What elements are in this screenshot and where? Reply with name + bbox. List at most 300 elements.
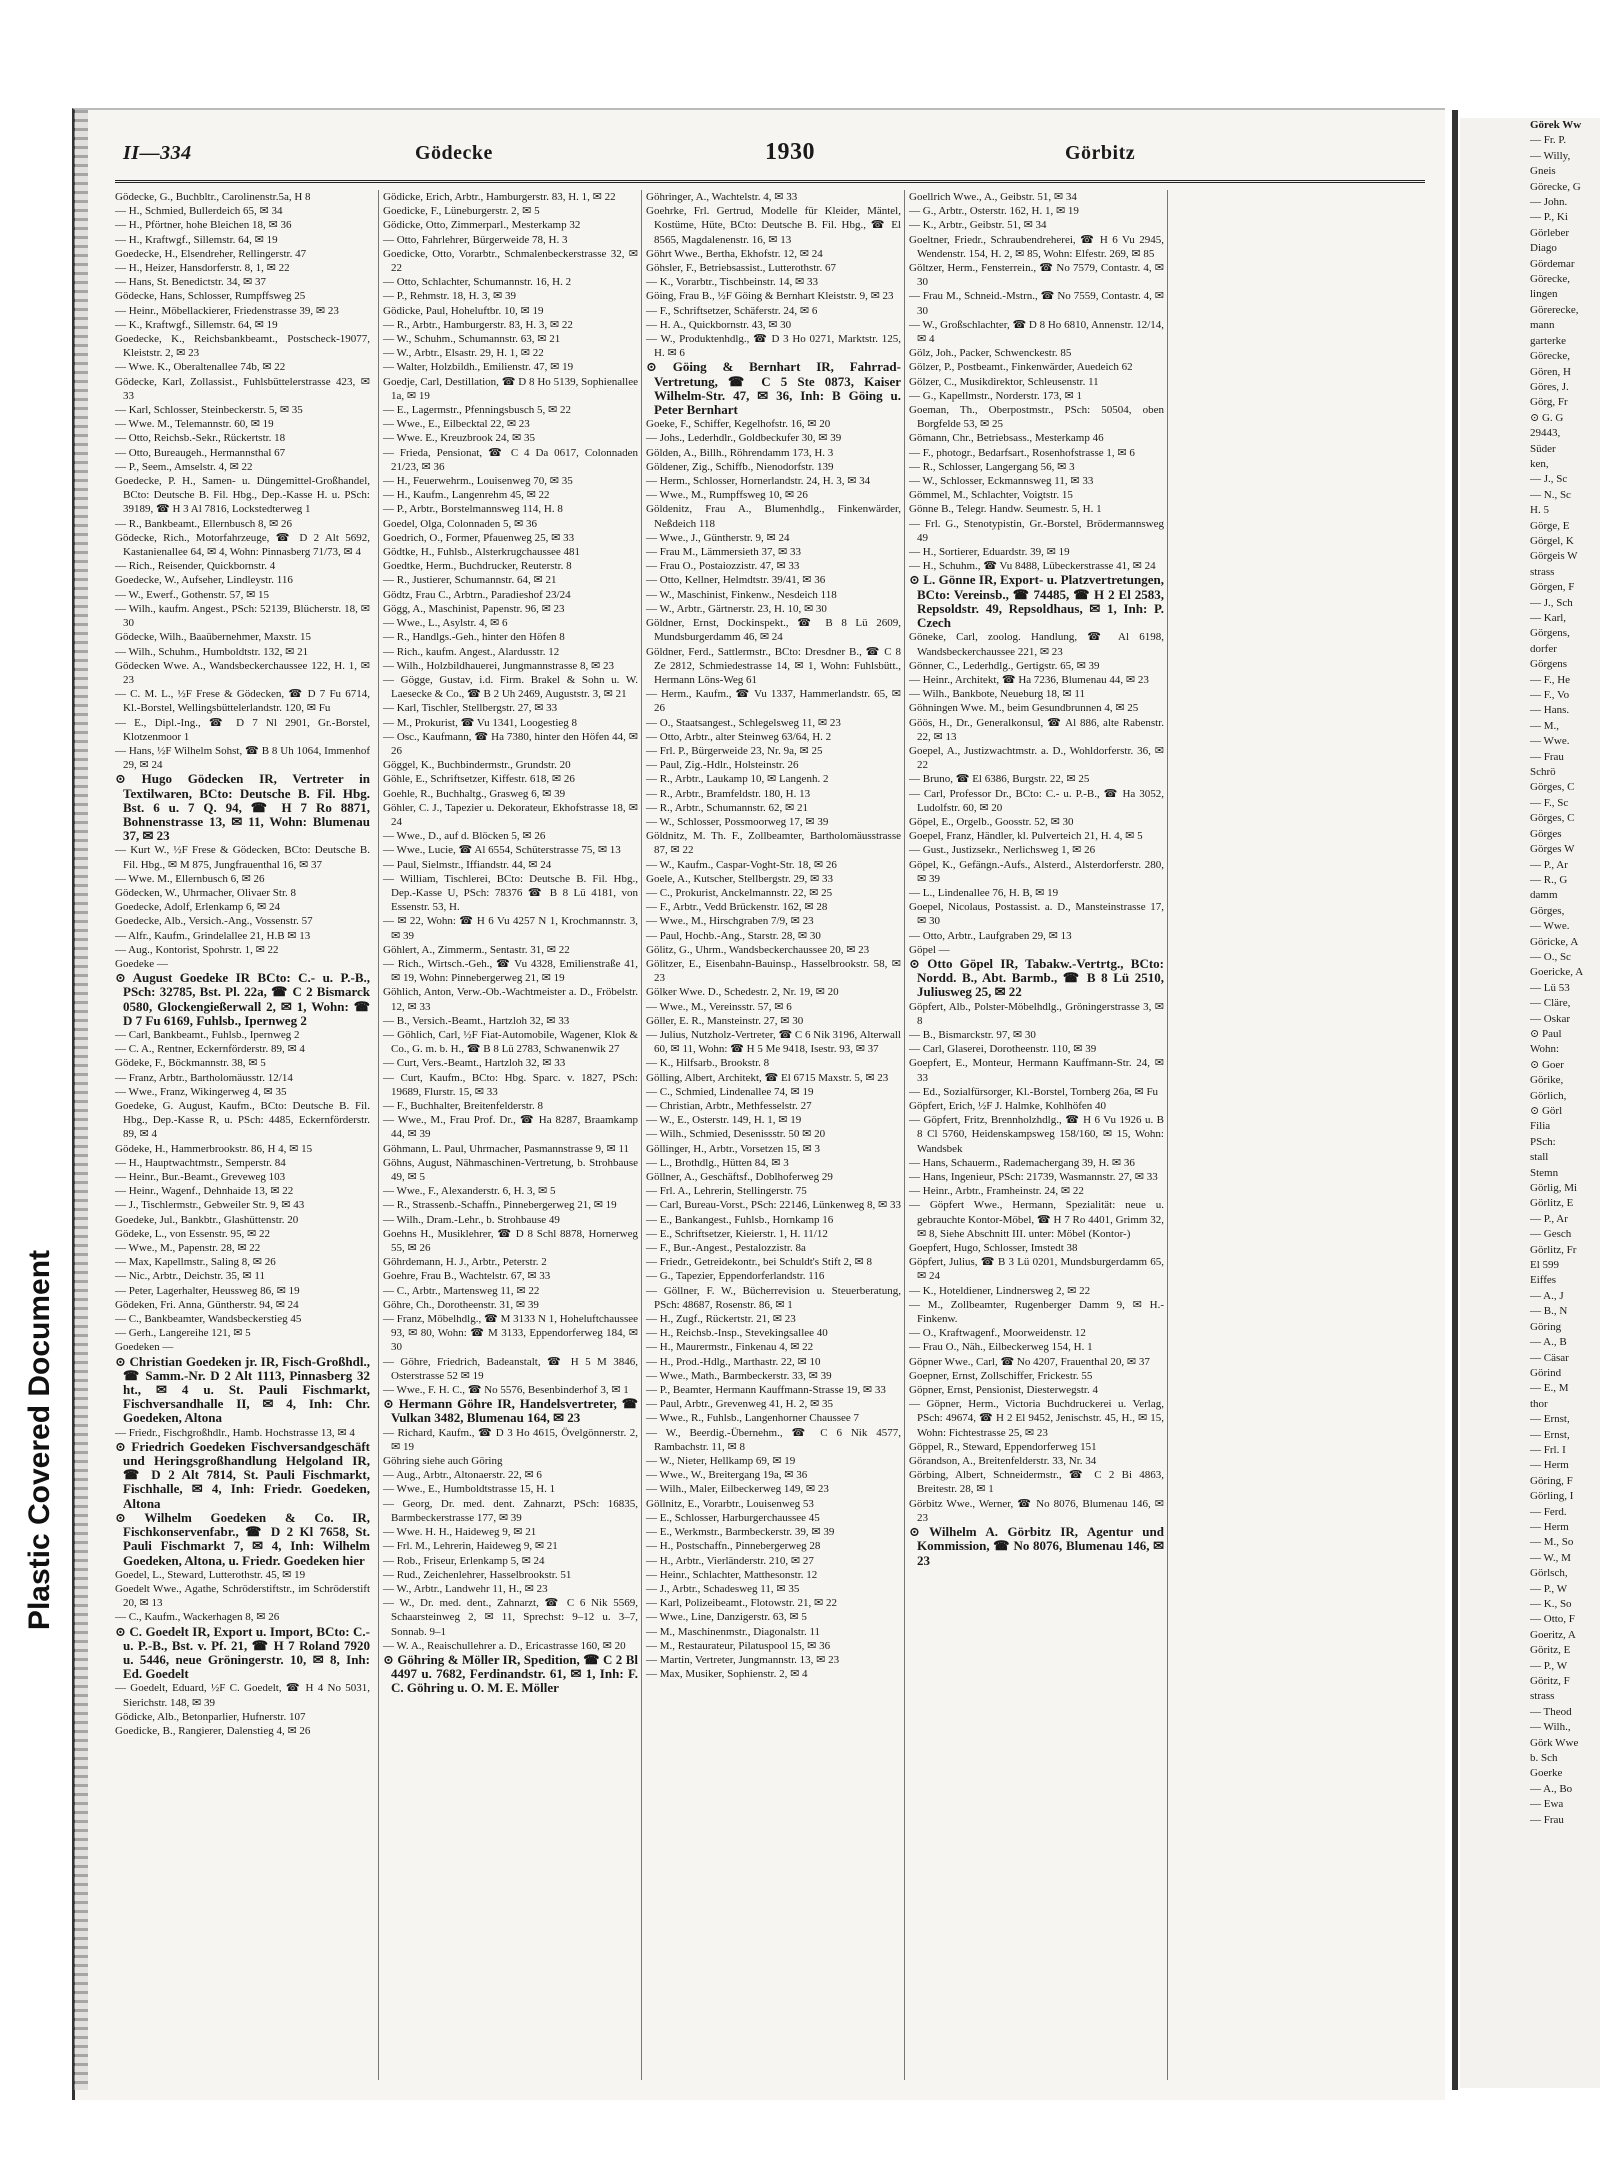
- directory-entry: — Georg, Dr. med. dent. Zahnarzt, PSch: 16835, Barmbeckerstrasse 177, ✉ 39: [383, 1497, 638, 1524]
- directory-entry: — G., Arbtr., Osterstr. 162, H. 1, ✉ 19: [909, 205, 1079, 218]
- directory-entry: Goepel, Franz, Händler, kl. Pulverteich 21, H. 4, ✉ 5: [909, 830, 1143, 843]
- next-page-line: — P., Ar: [1530, 858, 1568, 871]
- next-page-line: Görecke,: [1530, 273, 1571, 286]
- directory-entry: Gödicke, Alb., Betonparlier, Hufnerstr. 107: [115, 1710, 306, 1723]
- directory-entry: — L., Brothdlg., Hütten 84, ✉ 3: [646, 1156, 789, 1169]
- next-page-line: — P., Ki: [1530, 211, 1568, 224]
- directory-entry: — H., Hauptwachtmstr., Semperstr. 84: [115, 1156, 286, 1169]
- directory-entry: — Christian, Arbtr., Methfesselstr. 27: [646, 1100, 812, 1112]
- next-page-line: — W., M: [1530, 1551, 1571, 1564]
- directory-entry: — Rud., Zeichenlehrer, Hasselbrookstr. 51: [383, 1568, 572, 1581]
- next-page-line: ken,: [1530, 457, 1549, 470]
- directory-entry: Göhns, August, Nähmaschinen-Vertretung, b. Strohbause 49, ✉ 5: [383, 1156, 638, 1184]
- next-page-line: thor: [1530, 1397, 1548, 1410]
- next-page-line: — Cäsar: [1530, 1351, 1569, 1364]
- directory-entry: — B., Bismarckstr. 97, ✉ 30: [909, 1028, 1036, 1041]
- next-page-line: — Herm: [1530, 1520, 1569, 1533]
- directory-entry: — K., Vorarbtr., Tischbeinstr. 14, ✉ 33: [646, 276, 818, 289]
- directory-entry: Goedeke —: [115, 957, 168, 970]
- directory-entry: — Frau O., Postaiozzistr. 47, ✉ 33: [646, 560, 800, 573]
- next-page-line: — Theod: [1530, 1705, 1572, 1718]
- directory-entry: — Rich., Wirtsch.-Geh., ☎ Vu 4328, Emilienstraße 41, ✉ 19, Wohn: Pinnebergerweg 21, ✉ 19: [383, 957, 638, 985]
- next-page-line: — Willy,: [1530, 149, 1571, 162]
- directory-entry: ⊙ Göing & Bernhart IR, Fahrrad-Vertretung, ☎ C 5 Ste 0873, Kaiser Wilhelm-Str. 47, ✉ 36, Inh: B Göing u. Peter Bernhart: [646, 359, 901, 418]
- directory-entry: — Wwe., J., Güntherstr. 9, ✉ 24: [646, 531, 790, 544]
- directory-entry: Gölitz, G., Uhrm., Wandsbeckerchaussee 20, ✉ 23: [646, 943, 870, 956]
- directory-entry: — Franz, Arbtr., Bartholomäusstr. 12/14: [115, 1071, 293, 1084]
- directory-entry: — Paul, Zig.-Hdlr., Holsteinstr. 26: [646, 759, 799, 772]
- next-page-line: Diago: [1530, 242, 1557, 255]
- page-number: II—334: [123, 142, 192, 164]
- header-year: 1930: [765, 139, 815, 165]
- directory-entry: — Wwe. E., Kreuzbrook 24, ✉ 35: [383, 432, 535, 445]
- next-page-line: — Gesch: [1530, 1228, 1572, 1241]
- next-page-line: Görges, C: [1530, 781, 1575, 794]
- directory-entry: Gödicke, Otto, Zimmerparl., Mesterkamp 32: [383, 219, 581, 232]
- directory-entry: — W., E., Osterstr. 149, H. 1, ✉ 19: [646, 1114, 802, 1127]
- directory-entry: — W., Arbtr., Gärtnerstr. 23, H. 10, ✉ 30: [646, 602, 827, 615]
- directory-entry: Goedecke, P. H., Samen- u. Düngemittel-Großhandel, BCto: Deutsche B. Fil. Hbg., Dep.-Kasse H. u. PSch: 39189, ☎ H 3 Al 7816, Lockstedterweg 1: [115, 475, 370, 516]
- directory-entry: Goele, A., Kutscher, Stellbergstr. 29, ✉ 33: [646, 872, 833, 885]
- directory-entry: — Max, Musiker, Sophienstr. 2, ✉ 4: [646, 1668, 808, 1681]
- directory-entry: — Wwe., Math., Barmbeckerstr. 33, ✉ 39: [646, 1369, 832, 1382]
- directory-entry: — R., Arbtr., Bramfeldstr. 180, H. 13: [646, 787, 811, 800]
- directory-entry: — Wwe., M., Vereinsstr. 57, ✉ 6: [646, 1000, 792, 1013]
- directory-entry: — W., Großschlachter, ☎ D 8 Ho 6810, Annenstr. 12/14, ✉ 4: [909, 318, 1164, 346]
- next-page-line: Stemn: [1530, 1166, 1559, 1179]
- directory-entry: Göpel, K., Gefängn.-Aufs., Alsterd., Alsterdorferstr. 280, ✉ 39: [909, 858, 1164, 885]
- directory-entry: Gödecke, Rich., Motorfahrzeuge, ☎ D 2 Alt 5692, Kastanienallee 64, ✉ 4, Wohn: Pinnasberg 71/73, ✉ 4: [115, 531, 370, 559]
- directory-entry: — Otto, Bureaugeh., Hermannsthal 67: [115, 446, 286, 459]
- directory-entry: — Ed., Sozialfürsorger, Kl.-Borstel, Tornberg 26a, ✉ Fu: [909, 1085, 1159, 1098]
- directory-entry: Gödecke, G., Buchbltr., Carolinenstr.5a, H 8: [115, 191, 311, 203]
- directory-entry: — Friedr., Fischgroßhdlr., Hamb. Hochstrasse 13, ✉ 4: [115, 1426, 355, 1439]
- directory-entry: Gönne B., Telegr. Handw. Seumestr. 5, H. 1: [909, 503, 1102, 516]
- directory-entry: Gödicke, Erich, Arbtr., Hamburgerstr. 83, H. 1, ✉ 22: [383, 191, 616, 203]
- next-page-line: dorfer: [1530, 642, 1557, 655]
- next-page-line: Göring: [1530, 1320, 1562, 1333]
- directory-entry: Göhler, C. J., Tapezier u. Dekorateur, Ekhofstrasse 18, ✉ 24: [383, 801, 638, 828]
- directory-entry: — William, Tischlerei, BCto: Deutsche B. Fil. Hbg., Dep.-Kasse U, PSch: 78376 ☎ B 8 Lü 4181, von Essenstr. 53, H.: [383, 872, 638, 914]
- next-page-fragment: [1460, 118, 1600, 2088]
- next-page-line: — Herm: [1530, 1459, 1569, 1472]
- next-page-line: — Wwe.: [1530, 920, 1570, 933]
- directory-entry: — Wilh., Dram.-Lehr., b. Strohbause 49: [383, 1213, 560, 1226]
- directory-entry: — C. M. L., ½F Frese & Gödecken, ☎ D 7 Fu 6714, Kl.-Borstel, Wellingsbüttelerlandstr. 120, ✉ Fu: [115, 688, 370, 715]
- directory-entry: — Kurt W., ½F Frese & Gödecken, BCto: Deutsche B. Fil. Hbg., ✉ M 875, Jungfrauenthal 16, ✉ 37: [115, 844, 370, 871]
- directory-entry: Goedrich, O., Former, Pfauenweg 25, ✉ 33: [383, 531, 575, 544]
- directory-entry: — R., Justierer, Schumannstr. 64, ✉ 21: [383, 574, 557, 587]
- directory-entry: — H., Zugf., Rückertstr. 21, ✉ 23: [646, 1313, 796, 1326]
- directory-entry: Göhrt Wwe., Bertha, Ekhofstr. 12, ✉ 24: [646, 247, 823, 260]
- directory-entry: ⊙ Wilhelm Goedeken & Co. IR, Fischkonservenfabr., ☎ D 2 Kl 7658, St. Pauli Fischmarkt 7, ✉ 4, Inh: Wilhelm Goedeken, Altona, u. Friedr. Goedeken hier: [115, 1509, 370, 1568]
- directory-entry: — M., Prokurist, ☎ Vu 1341, Loogestieg 8: [383, 716, 578, 729]
- directory-entry: Goedecke, Alb., Versich.-Ang., Vossenstr. 57: [115, 915, 313, 928]
- directory-entry: — H., Postschaffn., Pinnebergerweg 28: [646, 1540, 821, 1553]
- directory-entry: — Bruno, ☎ El 6386, Burgstr. 22, ✉ 25: [909, 773, 1090, 786]
- column-4: [904, 190, 1164, 2080]
- directory-entry: — Heinr., Arbtr., Framheinstr. 24, ✉ 22: [909, 1185, 1084, 1198]
- next-page-line: Görgen, F: [1530, 581, 1575, 594]
- directory-entry: — E., Schlosser, Harburgerchaussee 45: [646, 1511, 820, 1524]
- directory-entry: — W., Produktenhdlg., ☎ D 3 Ho 0271, Marktstr. 125, H. ✉ 6: [646, 333, 901, 360]
- directory-entry: Göhlich, Anton, Verw.-Ob.-Wachtmeister a. D., Fröbelstr. 12, ✉ 33: [383, 986, 638, 1013]
- directory-entry: Göhlert, A., Zimmerm., Sentastr. 31, ✉ 22: [383, 943, 570, 956]
- next-page-line: damm: [1530, 889, 1558, 902]
- header-right-name: Görbitz: [1065, 142, 1136, 164]
- directory-entry: — Wilh., Schmied, Desenissstr. 50 ✉ 20: [646, 1128, 826, 1141]
- directory-entry: — Hans, Schauerm., Rademachergang 39, H. ✉ 36: [909, 1156, 1135, 1169]
- directory-entry: Goeke, F., Schiffer, Kegelhofstr. 16, ✉ 20: [646, 418, 831, 431]
- directory-entry: — Wwe., Lucie, ☎ Al 6554, Schüterstrasse 75, ✉ 13: [383, 844, 621, 857]
- next-page-line: Süder: [1530, 442, 1556, 455]
- next-page-line: — Ewa: [1530, 1798, 1564, 1811]
- directory-entry: — Richard, Kaufm., ☎ D 3 Ho 4615, Övelgönnerstr. 2, ✉ 19: [383, 1426, 638, 1453]
- directory-entry: ⊙ Hugo Gödecken IR, Vertreter in Textilwaren, BCto: Deutsche B. Fil. Hbg. Bst. 6 u. 7 Q. 94, ☎ H 7 Ro 8871, Bohnenstrasse 13, ✉ 11, Wohn: Blumenau 37, ✉ 23: [115, 771, 370, 844]
- next-page-line: Görecke,: [1530, 350, 1571, 363]
- next-page-line: Görges, C: [1530, 812, 1575, 825]
- directory-entry: Gönner, C., Lederhdlg., Gertigstr. 65, ✉ 39: [909, 659, 1100, 672]
- directory-entry: — Gögge, Gustav, i.d. Firm. Brakel & Sohn u. W. Laesecke & Co., ☎ B 2 Uh 2469, Auguststr. 3, ✉ 21: [383, 673, 638, 701]
- next-page-line: Goeritz, A: [1530, 1628, 1576, 1641]
- directory-entry: Goedje, Carl, Destillation, ☎ D 8 Ho 5139, Sophienallee 1a, ✉ 19: [383, 375, 638, 402]
- directory-entry: — K., Arbtr., Geibstr. 51, ✉ 34: [909, 219, 1047, 232]
- directory-entry: — Hans, ½F Wilhelm Sohst, ☎ B 8 Uh 1064, Immenhof 29, ✉ 24: [115, 744, 370, 772]
- directory-entry: — K., Kraftwgf., Sillemstr. 64, ✉ 19: [115, 318, 278, 331]
- directory-entry: Gödecke, Karl, Zollassist., Fuhlsbüttelerstrasse 423, ✉ 33: [115, 375, 370, 402]
- next-page-line: Görling, I: [1530, 1490, 1574, 1503]
- directory-entry: — L., Lindenallee 76, H. B, ✉ 19: [909, 886, 1059, 899]
- directory-entry: — E., Schriftsetzer, Kieierstr. 1, H. 11/12: [646, 1227, 828, 1240]
- directory-entry: — R., Arbtr., Schumannstr. 62, ✉ 21: [646, 801, 808, 814]
- directory-entry: — H., Sortierer, Eduardstr. 39, ✉ 19: [909, 546, 1070, 559]
- directory-entry: Göhle, E., Schriftsetzer, Kiffestr. 618, ✉ 26: [383, 773, 575, 786]
- directory-entry: Goehle, R., Buchhaltg., Grasweg 6, ✉ 39: [383, 787, 566, 800]
- next-page-line: — Fr. P.: [1530, 134, 1567, 147]
- directory-entry: Göös, H., Dr., Generalkonsul, ☎ Al 886, alte Rabenstr. 22, ✉ 13: [909, 716, 1164, 743]
- directory-entry: — Carl, Glaserei, Dorotheenstr. 110, ✉ 39: [909, 1043, 1097, 1056]
- directory-entry: Goedicke, Otto, Vorarbtr., Schmalenbeckerstrasse 32, ✉ 22: [383, 247, 638, 275]
- directory-entry: — R., Strassenb.-Schaffn., Pinnebergerweg 21, ✉ 19: [383, 1199, 617, 1212]
- directory-entry: ⊙ Wilhelm A. Görbitz IR, Agentur und Kommission, ☎ No 8076, Blumenau 146, ✉ 23: [909, 1524, 1164, 1568]
- directory-entry: Gödeken, Fri. Anna, Güntherstr. 94, ✉ 24: [115, 1298, 299, 1311]
- directory-page: [72, 108, 1445, 2100]
- directory-entry: Goeman, Th., Oberpostmstr., PSch: 50504, oben Borgfelde 53, ✉ 25: [909, 404, 1164, 431]
- next-page-line: — F., Sc: [1530, 796, 1569, 809]
- directory-entry: Goellrich Wwe., A., Geibstr. 51, ✉ 34: [909, 191, 1077, 203]
- directory-entry: — H., Arbtr., Vierländerstr. 210, ✉ 27: [646, 1554, 814, 1567]
- directory-entry: — Max, Kapellmstr., Saling 8, ✉ 26: [115, 1256, 276, 1269]
- side-label: Plastic Covered Document: [23, 1249, 56, 1631]
- directory-entry: — Carl, Bankbeamt., Fuhlsb., Ipernweg 2: [115, 1028, 300, 1041]
- next-page-line: Görg, Fr: [1530, 396, 1568, 409]
- directory-entry: — Wilh., Maler, Eilbeckerweg 149, ✉ 23: [646, 1483, 829, 1496]
- directory-entry: — C., Schmied, Lindenallee 74, ✉ 19: [646, 1085, 814, 1098]
- directory-entry: — Otto, Fahrlehrer, Bürgerweide 78, H. 3: [383, 233, 568, 246]
- directory-entry: ⊙ Hermann Göhre IR, Handelsvertreter, ☎ Vulkan 3482, Blumenau 164, ✉ 23: [383, 1396, 638, 1426]
- directory-entry: — Karl, Polizeibeamt., Flotowstr. 21, ✉ 22: [646, 1597, 838, 1610]
- next-page-line: — Hans.: [1530, 704, 1570, 717]
- directory-entry: Göllnitz, E., Vorarbtr., Louisenweg 53: [646, 1497, 814, 1510]
- directory-entry: Gölz, Joh., Packer, Schwenckestr. 85: [909, 347, 1072, 360]
- directory-entry: — Hans, St. Benedictstr. 34, ✉ 37: [115, 276, 266, 289]
- next-page-line: strass: [1530, 565, 1555, 578]
- directory-entry: — F., Arbtr., Vedd Brückenstr. 162, ✉ 28: [646, 901, 828, 914]
- directory-entry: Gölitzer, E., Eisenbahn-Bauinsp., Hasselbrookstr. 58, ✉ 23: [646, 957, 901, 985]
- directory-entry: — R., Arbtr., Laukamp 10, ✉ Langenh. 2: [646, 773, 829, 786]
- directory-entry: — Rob., Friseur, Erlenkamp 5, ✉ 24: [383, 1554, 545, 1567]
- directory-entry: Gödtz, Frau C., Arbtrn., Paradieshof 23/24: [383, 588, 571, 601]
- directory-entry: — F., Bur.-Angest., Pestalozzistr. 8a: [646, 1242, 806, 1255]
- next-page-line: — Wwe.: [1530, 735, 1570, 748]
- directory-entry: Gödecke, Hans, Schlosser, Rumpffsweg 25: [115, 290, 306, 303]
- directory-entry: — M., Maschinenmstr., Diagonalstr. 11: [646, 1625, 821, 1638]
- directory-entry: — C., Arbtr., Martensweg 11, ✉ 22: [383, 1284, 540, 1297]
- directory-entry: ⊙ Friedrich Goedeken Fischversandgeschäft und Heringsgroßhandlung Helgoland IR, ☎ D 2 Alt 7814, St. Pauli Fischmarkt, Fischhalle, ✉ 4, Inh: Friedr. Goedeken, Altona: [115, 1438, 370, 1511]
- directory-entry: — M., Zollbeamter, Rugenberger Damm 9, ✉ H.-Finkenw.: [909, 1298, 1164, 1326]
- next-page-line: Goerke: [1530, 1767, 1563, 1780]
- directory-entry: Gödeke, L., von Essenstr. 95, ✉ 22: [115, 1227, 270, 1240]
- next-page-line: — Oskar: [1530, 1012, 1571, 1025]
- directory-entry: Goehre, Frau B., Wachtelstr. 67, ✉ 33: [383, 1270, 551, 1283]
- directory-entry: — O., Kraftwagenf., Moorweidenstr. 12: [909, 1327, 1086, 1340]
- directory-entry: Goedtke, Herm., Buchdrucker, Reuterstr. 8: [383, 560, 572, 573]
- directory-entry: — Frau M., Lämmersieth 37, ✉ 33: [646, 546, 801, 559]
- directory-entry: Goedeke, G. August, Kaufm., BCto: Deutsche B. Fil. Hbg., Dep.-Kasse R, u. PSch: 4485, Eckernförderstr. 89, ✉ 4: [115, 1100, 370, 1141]
- directory-entry: — H., Maurermstr., Finkenau 4, ✉ 22: [646, 1341, 814, 1354]
- next-page-line: Görk Wwe: [1530, 1736, 1579, 1749]
- directory-entry: — H., Heizer, Hansdorferstr. 8, 1, ✉ 22: [115, 262, 290, 275]
- directory-entry: — Herm., Schlosser, Hornerlandstr. 24, H. 3, ✉ 34: [646, 475, 871, 488]
- directory-entry: — K., Hilfsarb., Brookstr. 8: [646, 1057, 770, 1070]
- directory-entry: — R., Handlgs.-Geh., hinter den Höfen 8: [383, 631, 565, 644]
- directory-entry: — Wwe., D., auf d. Blöcken 5, ✉ 26: [383, 830, 546, 843]
- directory-entry: — Wwe. H. H., Haideweg 9, ✉ 21: [383, 1526, 537, 1539]
- next-page-line: Görge, E: [1530, 519, 1570, 532]
- directory-entry: — O., Staatsangest., Schlegelsweg 11, ✉ 23: [646, 716, 841, 729]
- next-page-line: Görind: [1530, 1366, 1562, 1379]
- directory-entry: — J., Tischlermstr., Gebweiler Str. 9, ✉ 43: [115, 1199, 305, 1212]
- directory-entry: — R., Arbtr., Hamburgerstr. 83, H. 3, ✉ 22: [383, 318, 573, 331]
- next-page-line: — M.,: [1530, 719, 1560, 732]
- directory-entry: — W., Arbtr., Landwehr 11, H., ✉ 23: [383, 1582, 548, 1595]
- directory-entry: — Heinr., Architekt, ☎ Ha 7236, Blumenau 44, ✉ 23: [909, 673, 1149, 686]
- directory-entry: Goehrke, Frl. Gertrud, Modelle für Kleider, Mäntel, Kostüme, Hüte, BCto: Deutsche B. Fil. Hbg., ☎ El 8565, Magdalenenstr. 16, ✉ 13: [646, 205, 901, 246]
- next-page-line: Görek Ww: [1530, 119, 1582, 131]
- next-page-line: — J., Sc: [1530, 473, 1568, 486]
- directory-entry: — Heinr., Möbellackierer, Friedenstrasse 39, ✉ 23: [115, 304, 339, 317]
- next-page-line: — Frau: [1530, 750, 1564, 763]
- directory-entry: — E., Dipl.-Ing., ☎ D 7 Nl 2901, Gr.-Borstel, Klotzenmoor 1: [115, 716, 370, 743]
- next-page-line: H. 5: [1530, 504, 1549, 517]
- directory-entry: — G., Kapellmstr., Norderstr. 173, ✉ 1: [909, 389, 1082, 402]
- next-page-line: Görges W: [1530, 843, 1575, 856]
- directory-entry: — H., Kraftwgf., Sillemstr. 64, ✉ 19: [115, 233, 278, 246]
- directory-entry: Goedel, Olga, Colonnaden 5, ✉ 36: [383, 517, 538, 530]
- directory-entry: Gömmel, M., Schlachter, Voigtstr. 15: [909, 489, 1073, 502]
- directory-entry: — F., photogr., Bedarfsart., Rosenhofstrasse 1, ✉ 6: [909, 446, 1135, 459]
- directory-entry: — Wwe., M., Papenstr. 28, ✉ 22: [115, 1242, 261, 1255]
- next-page-line: — Ferd.: [1530, 1505, 1567, 1518]
- directory-entry: Göltzer, Herm., Fensterrein., ☎ No 7579, Contastr. 4, ✉ 30: [909, 262, 1164, 289]
- next-page-line: Göring, F: [1530, 1474, 1573, 1487]
- directory-entry: — E., Werkmstr., Barmbeckerstr. 39, ✉ 39: [646, 1526, 835, 1539]
- directory-entry: — Göhre, Friedrich, Badeanstalt, ☎ H 5 M 3846, Osterstrasse 52 ✉ 19: [383, 1355, 638, 1382]
- directory-entry: — ✉ 22, Wohn: ☎ H 6 Vu 4257 N 1, Krochmannstr. 3, ✉ 39: [383, 915, 638, 942]
- directory-entry: Göhningen Wwe. M., beim Gesundbrunnen 4, ✉ 25: [909, 702, 1139, 715]
- next-page-line: ⊙ Görl: [1530, 1105, 1563, 1117]
- directory-entry: Gölker Wwe. D., Schedestr. 2, Nr. 19, ✉ 20: [646, 986, 839, 999]
- directory-entry: — Otto, Arbtr., alter Steinweg 63/64, H. 2: [646, 730, 832, 743]
- directory-entry: — H., Schmied, Bullerdeich 65, ✉ 34: [115, 205, 283, 218]
- next-page-line: — N., Sc: [1530, 488, 1571, 501]
- directory-entry: — Paul, Arbtr., Grevenweg 41, H. 2, ✉ 35: [646, 1398, 834, 1411]
- directory-entry: — C. A., Rentner, Eckernförderstr. 89, ✉ 4: [115, 1043, 305, 1056]
- directory-entry: Göllner, A., Geschäftsf., Doblhoferweg 29: [646, 1171, 833, 1184]
- directory-entry: Göpner, Ernst, Pensionist, Diesterwegstr. 4: [909, 1384, 1098, 1397]
- directory-entry: Goepfert, E., Monteur, Hermann Kauffmann-Str. 24, ✉ 33: [909, 1057, 1164, 1084]
- next-page-line: Göres, J.: [1530, 380, 1569, 393]
- directory-entry: — Carl, Professor Dr., BCto: C.- u. P.-B., ☎ Ha 3052, Ludolfstr. 60, ✉ 20: [909, 787, 1164, 814]
- directory-entry: Görbitz Wwe., Werner, ☎ No 8076, Blumenau 146, ✉ 23: [909, 1497, 1164, 1524]
- next-page-line: — Frau: [1530, 1813, 1564, 1826]
- directory-entry: — Karl, Schlosser, Steinbeckerstr. 5, ✉ 35: [115, 404, 303, 417]
- directory-entry: — J., Arbtr., Schadesweg 11, ✉ 35: [646, 1582, 800, 1595]
- next-page-line: Görgens,: [1530, 627, 1570, 640]
- directory-entry: — Martin, Vertreter, Jungmannstr. 13, ✉ 23: [646, 1653, 840, 1666]
- directory-entry: — Wwe., W., Breitergang 19a, ✉ 36: [646, 1469, 808, 1482]
- next-page-line: Göricke, A: [1530, 935, 1579, 948]
- directory-entry: Göneke, Carl, zoolog. Handlung, ☎ Al 6198, Wandsbeckerchaussee 221, ✉ 23: [909, 631, 1164, 658]
- next-page-line: ⊙ Paul: [1530, 1027, 1562, 1040]
- directory-entry: Göhmann, L. Paul, Uhrmacher, Pasmannstrasse 9, ✉ 11: [383, 1142, 630, 1155]
- directory-entry: — Göllner, F. W., Bücherrevision u. Steuerberatung, PSch: 48687, Rosenstr. 86, ✉ 1: [646, 1284, 901, 1311]
- directory-entry: — W., Arbtr., Elsastr. 29, H. 1, ✉ 22: [383, 347, 544, 360]
- next-page-line: — R., G: [1530, 873, 1568, 886]
- directory-entry: — Peter, Lagerhalter, Heussweg 86, ✉ 19: [115, 1284, 300, 1297]
- directory-entry: Göggel, K., Buchbindermstr., Grundstr. 20: [383, 759, 571, 772]
- directory-entry: — Wilh., Bankbote, Neueburg 18, ✉ 11: [909, 688, 1085, 701]
- directory-entry: ⊙ L. Gönne IR, Export- u. Platzvertretungen, BCto: Vereinsb., ☎ 74485, ☎ H 2 El 2583, Repsoldstr. 49, Repsoldhaus, ✉ 1, Inh: P. Czech: [909, 572, 1164, 631]
- directory-entry: — H., Prod.-Hdlg., Marthastr. 22, ✉ 10: [646, 1355, 821, 1368]
- directory-entry: Görandson, A., Breitenfelderstr. 33, Nr. 34: [909, 1455, 1097, 1468]
- next-page-line: Goericke, A: [1530, 966, 1584, 979]
- directory-entry: — H., Reichsb.-Insp., Stevekingsallee 40: [646, 1327, 828, 1340]
- directory-entry: — W., Maschinist, Finkenw., Nesdeich 118: [646, 588, 837, 601]
- directory-entry: — Gust., Justizsekr., Nerlichsweg 1, ✉ 26: [909, 844, 1096, 857]
- directory-entry: Gödeke, H., Hammerbrookstr. 86, H 4, ✉ 15: [115, 1142, 313, 1155]
- next-page-line: Eiffes: [1530, 1274, 1557, 1287]
- directory-entry: — B., Versich.-Beamt., Hartzloh 32, ✉ 33: [383, 1014, 570, 1027]
- next-page-line: — Frl. I: [1530, 1443, 1566, 1456]
- directory-entry: Göldnitz, M. Th. F., Zollbeamter, Bartholomäusstrasse 87, ✉ 22: [646, 830, 901, 857]
- next-page-line: Görges,: [1530, 904, 1565, 917]
- next-page-line: — John.: [1530, 196, 1568, 209]
- directory-entry: Göhsler, F., Betriebsassist., Lutterothstr. 67: [646, 262, 836, 275]
- columns: [115, 190, 1425, 2080]
- directory-entry: Gölzer, C., Musikdirektor, Schleusenstr. 11: [909, 375, 1099, 388]
- directory-entry: Goedeken —: [115, 1341, 174, 1354]
- directory-entry: Göhre, Ch., Dorotheenstr. 31, ✉ 39: [383, 1298, 539, 1311]
- directory-entry: Goepel, A., Justizwachtmstr. a. D., Wohldorferstr. 36, ✉ 22: [909, 744, 1164, 772]
- directory-entry: Göldener, Zig., Schiffb., Nienodorfstr. 139: [646, 460, 834, 473]
- directory-entry: — Rich., Reisender, Quickbornstr. 4: [115, 560, 276, 573]
- directory-entry: — Heinr., Wagenf., Dehnhaide 13, ✉ 22: [115, 1185, 294, 1198]
- next-page-line: Görgens: [1530, 658, 1568, 671]
- directory-entry: Gölzer, P., Postbeamt., Finkenwärder, Auedeich 62: [909, 361, 1133, 374]
- directory-entry: — Göhlich, Carl, ½F Fiat-Automobile, Wagener, Klok & Co., G. m. b. H., ☎ B 8 Lü 2783, Schwanenwik 27: [383, 1028, 638, 1056]
- directory-entry: — Wwe., E., Eilbecktal 22, ✉ 23: [383, 418, 530, 431]
- binding-edge: [74, 110, 88, 2090]
- directory-entry: — W., Kaufm., Caspar-Voght-Str. 18, ✉ 26: [646, 858, 837, 871]
- directory-entry: — Wilh., Holzbildhauerei, Jungmannstrasse 8, ✉ 23: [383, 659, 614, 672]
- directory-entry: Gödecken, W., Uhrmacher, Olivaer Str. 8: [115, 886, 297, 899]
- next-page-line: Filia: [1530, 1120, 1551, 1133]
- page-gutter: [1452, 110, 1458, 2090]
- directory-entry: — Göpner, Herm., Victoria Buchdruckerei u. Verlag, PSch: 49674, ☎ H 2 El 9452, Jenischstr. 45, H., ✉ 15, Wohn: Fichtestrasse 25, ✉ 23: [909, 1398, 1164, 1439]
- directory-entry: — W., Schlosser, Eckmannsweg 11, ✉ 33: [909, 475, 1094, 488]
- next-page-line: — P., Ar: [1530, 1212, 1568, 1225]
- directory-entry: — Otto, Schlachter, Schumannstr. 16, H. 2: [383, 276, 572, 289]
- directory-entry: — W., Schuhm., Schumannstr. 63, ✉ 21: [383, 333, 561, 346]
- directory-entry: Goedicke, F., Lüneburgerstr. 2, ✉ 5: [383, 205, 540, 218]
- directory-entry: Gödeke, F., Böckmannstr. 38, ✉ 5: [115, 1057, 266, 1070]
- next-page-line: 29443,: [1530, 427, 1561, 440]
- directory-entry: Göpfert, Alb., Polster-Möbelhdlg., Gröningerstrasse 3, ✉ 8: [909, 1000, 1164, 1027]
- page-header: [115, 140, 1425, 183]
- directory-entry: — Frl. G., Stenotypistin, Gr.-Borstel, Brödermannsweg 49: [909, 517, 1164, 544]
- next-page-line: Schrö: [1530, 766, 1556, 779]
- directory-entry: — Wilh., kaufm. Angest., PSch: 52139, Blücherstr. 18, ✉ 30: [115, 602, 370, 630]
- directory-entry: — Göpfert, Fritz, Brennholzhdlg., ☎ H 6 Vu 1926 u. B 8 Cl 5760, Heidenskampsweg 158/160, ✉ 15, Wohn: Wandsbek: [909, 1114, 1164, 1155]
- directory-entry: Göldner, Ernst, Dockinspekt., ☎ B 8 Lü 2609, Mundsburgerdamm 46, ✉ 24: [646, 617, 901, 644]
- directory-entry: — W., Ewerf., Gothenstr. 57, ✉ 15: [115, 588, 270, 601]
- directory-entry: — Osc., Kaufmann, ☎ Ha 7380, hinter den Höfen 44, ✉ 26: [383, 730, 638, 757]
- directory-entry: — K., Hoteldiener, Lindnersweg 2, ✉ 22: [909, 1284, 1091, 1297]
- directory-entry: — F., Schriftsetzer, Schäferstr. 24, ✉ 6: [646, 304, 818, 317]
- next-page-line: — Otto, F: [1530, 1613, 1575, 1626]
- directory-entry: — Friedr., Getreidekontr., bei Schuldt's Stift 2, ✉ 8: [646, 1256, 872, 1269]
- next-page-line: Görecke, G: [1530, 180, 1581, 193]
- next-page-line: lingen: [1530, 288, 1558, 301]
- next-page-line: — Wilh.,: [1530, 1721, 1571, 1734]
- directory-entry: — Frl. M., Lehrerin, Haideweg 9, ✉ 21: [383, 1540, 558, 1553]
- directory-entry: — F., Buchhalter, Breitenfelderstr. 8: [383, 1100, 543, 1112]
- directory-entry: Göldenitz, Frau A., Blumenhdlg., Finkenwärder, Neßdeich 118: [646, 503, 901, 530]
- next-page-line: — B., N: [1530, 1305, 1568, 1318]
- directory-entry: — R., Schlosser, Langergang 56, ✉ 3: [909, 460, 1075, 473]
- next-page-line: — Ernst,: [1530, 1413, 1570, 1426]
- directory-entry: Göpfert, Erich, ½F J. Halmke, Kohlhöfen 40: [909, 1100, 1107, 1112]
- next-page-line: Görgel, K: [1530, 534, 1574, 547]
- header-left-name: Gödecke: [415, 142, 493, 164]
- next-page-line: — E., M: [1530, 1382, 1569, 1395]
- directory-entry: — Carl, Bureau-Vorst., PSch: 22146, Lünkenweg 8, ✉ 33: [646, 1199, 901, 1212]
- next-page-line: Wohn:: [1530, 1043, 1560, 1056]
- directory-entry: Goepfert, Hugo, Schlosser, Imstedt 38: [909, 1242, 1078, 1255]
- directory-entry: — Wwe., R., Fuhlsb., Langenhorner Chaussee 7: [646, 1412, 860, 1425]
- directory-entry: — Hans, Ingenieur, PSch: 21739, Wasmannstr. 27, ✉ 33: [909, 1171, 1158, 1184]
- next-page-line: Görlitz, E: [1530, 1197, 1574, 1210]
- directory-entry: ⊙ August Goedeke IR BCto: C.- u. P.-B., PSch: 32785, Bst. Pl. 22a, ☎ C 2 Bismarck 0580, Glockengießerwall 2, ✉ 1, Wohn: ☎ D 7 Fu 6169, Fuhlsb., Ipernweg 2: [115, 970, 370, 1028]
- directory-entry: — Walter, Holzbildh., Emilienstr. 47, ✉ 19: [383, 361, 574, 374]
- directory-entry: — Paul, Sielmstr., Iffiandstr. 44, ✉ 24: [383, 858, 552, 871]
- next-page-line: Gördemar: [1530, 257, 1575, 270]
- column-2: [378, 190, 638, 2080]
- directory-entry: ⊙ C. Goedelt IR, Export u. Import, BCto: C.- u. P.-B., Bst. v. Pf. 21, ☎ H 7 Roland 7920 u. 5446, neue Gröningerstr. 10, ✉ 8, Inh: Ed. Goedelt: [115, 1623, 370, 1682]
- next-page-line: — Lü 53: [1530, 981, 1570, 994]
- directory-entry: — G., Tapezier, Eppendorferlandstr. 116: [646, 1270, 825, 1283]
